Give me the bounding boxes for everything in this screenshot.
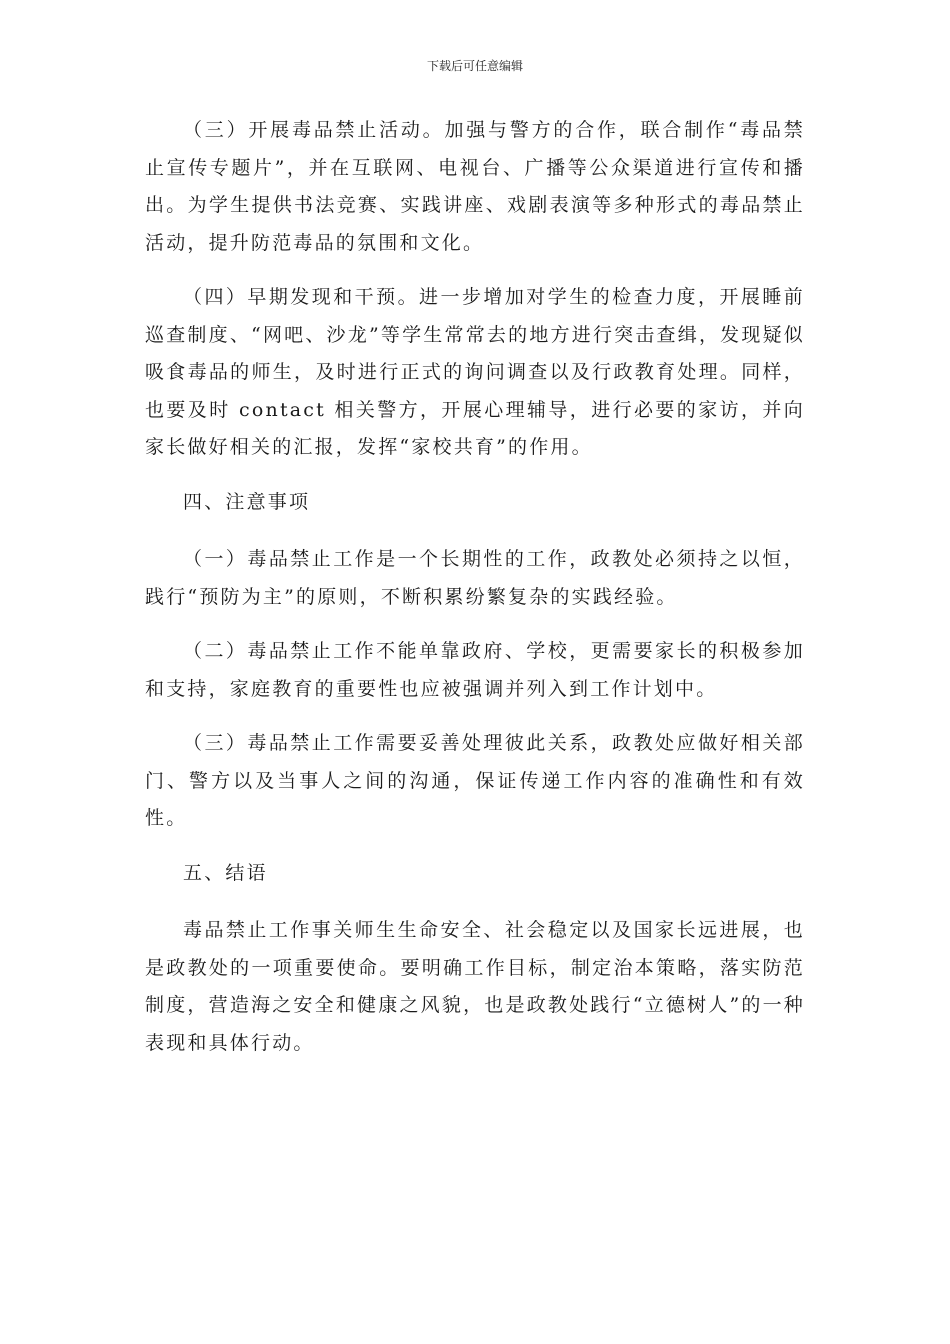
section-heading-conclusion: 五、结语 — [183, 861, 268, 884]
paragraph-notice-3: （三）毒品禁止工作需要妥善处理彼此关系，政教处应做好相关部门、警方以及当事人之间的沟通，保证传递工作内容的准确性和有效性。 — [145, 732, 805, 829]
paragraph-notice-2: （二）毒品禁止工作不能单靠政府、学校，更需要家长的积极参加和支持，家庭教育的重要性也应被强调并列入到工作计划中。 — [145, 640, 805, 700]
paragraph-conclusion: 毒品禁止工作事关师生生命安全、社会稳定以及国家长远进展，也是政教处的一项重要使命。要明确工作目标，制定治本策略，落实防范制度，营造海之安全和健康之风貌，也是政教处践行“立德树人”的一种表现和具体行动。 — [145, 919, 805, 1054]
paragraph-activities: （三）开展毒品禁止活动。加强与警方的合作，联合制作“毒品禁止宣传专题片”，并在互联网、电视台、广播等公众渠道进行宣传和播出。为学生提供书法竞赛、实践讲座、戏剧表演等多种形式的毒品禁止活动，提升防范毒品的氛围和文化。 — [145, 119, 805, 254]
document-body — [145, 112, 805, 1079]
paragraph-early-detection: （四）早期发现和干预。进一步增加对学生的检查力度，开展睡前巡查制度、“网吧、沙龙”等学生常常去的地方进行突击查缉，发现疑似吸食毒品的师生，及时进行正式的询问调查以及行政教育处理。同样，也要及时 contact 相关警方，开展心理辅导，进行必要的家访，并向家长做好相关的汇报，发挥“家校共育”的作用。 — [145, 286, 805, 458]
paragraph-notice-1: （一）毒品禁止工作是一个长期性的工作，政教处必须持之以恒，践行“预防为主”的原则，不断积累纷繁复杂的实践经验。 — [145, 548, 805, 608]
page-header-note: 下载后可任意编辑 — [426, 59, 523, 73]
section-heading-notices: 四、注意事项 — [183, 490, 311, 513]
